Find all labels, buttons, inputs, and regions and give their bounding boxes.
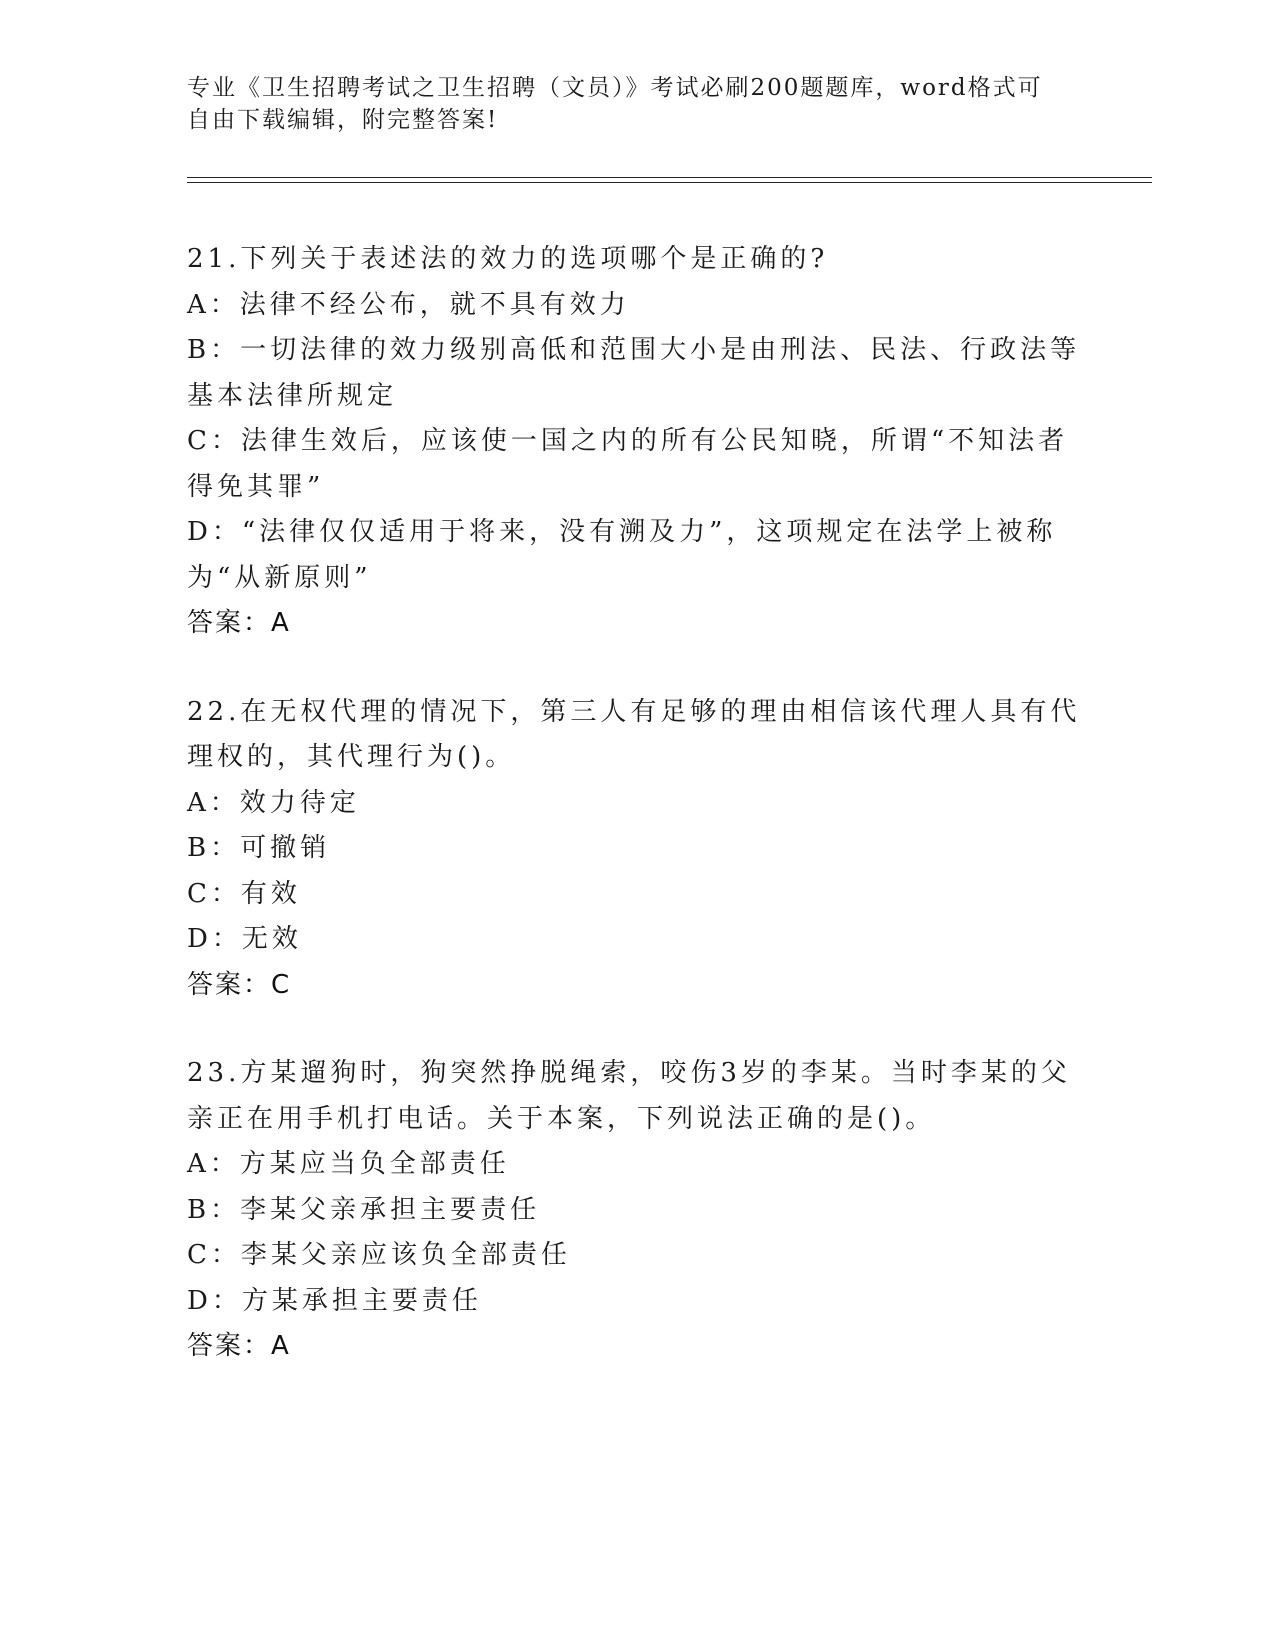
question-stem: 23.方某遛狗时，狗突然挣脱绳索，咬伤3岁的李某。当时李某的父亲正在用手机打电话。关于本案，下列说法正确的是()。: [187, 1058, 1071, 1134]
option-b: B：可撤销: [187, 833, 331, 863]
option-d: D：“法律仅仅适用于将来，没有溯及力”，这项规定在法学上被称为“从新原则”: [187, 517, 1057, 593]
question-23: [187, 1051, 1087, 1370]
option-a: A：方某应当负全部责任: [187, 1149, 510, 1179]
option-b: B：一切法律的效力级别高低和范围大小是由刑法、民法、行政法等基本法律所规定: [187, 335, 1081, 411]
option-c: C：李某父亲应该负全部责任: [187, 1240, 571, 1270]
question-stem: 21.下列关于表述法的效力的选项哪个是正确的?: [187, 244, 829, 274]
answer: 答案：A: [187, 608, 291, 638]
option-c: C：法律生效后，应该使一国之内的所有公民知晓，所谓“不知法者得免其罪”: [187, 426, 1069, 502]
question-list: [187, 237, 1087, 1413]
answer: 答案：A: [187, 1331, 291, 1361]
header-divider-bottom: [187, 182, 1152, 183]
document-intro: 专业《卫生招聘考试之卫生招聘（文员）》考试必刷200题题库，word格式可自由下载编辑，附完整答案!: [187, 75, 1043, 133]
option-d: D：无效: [187, 924, 302, 954]
question-stem: 22.在无权代理的情况下，第三人有足够的理由相信该代理人具有代理权的，其代理行为()。: [187, 696, 1081, 772]
option-b: B：李某父亲承担主要责任: [187, 1194, 541, 1225]
header-divider-top: [187, 177, 1152, 178]
answer: 答案：C: [187, 969, 292, 1000]
question-21: [187, 237, 1087, 647]
option-d: D：方某承担主要责任: [187, 1285, 482, 1316]
option-c: C：有效: [187, 878, 301, 909]
option-a: A：效力待定: [187, 787, 360, 818]
option-a: A：法律不经公布，就不具有效力: [187, 289, 630, 320]
question-22: [187, 690, 1087, 1009]
